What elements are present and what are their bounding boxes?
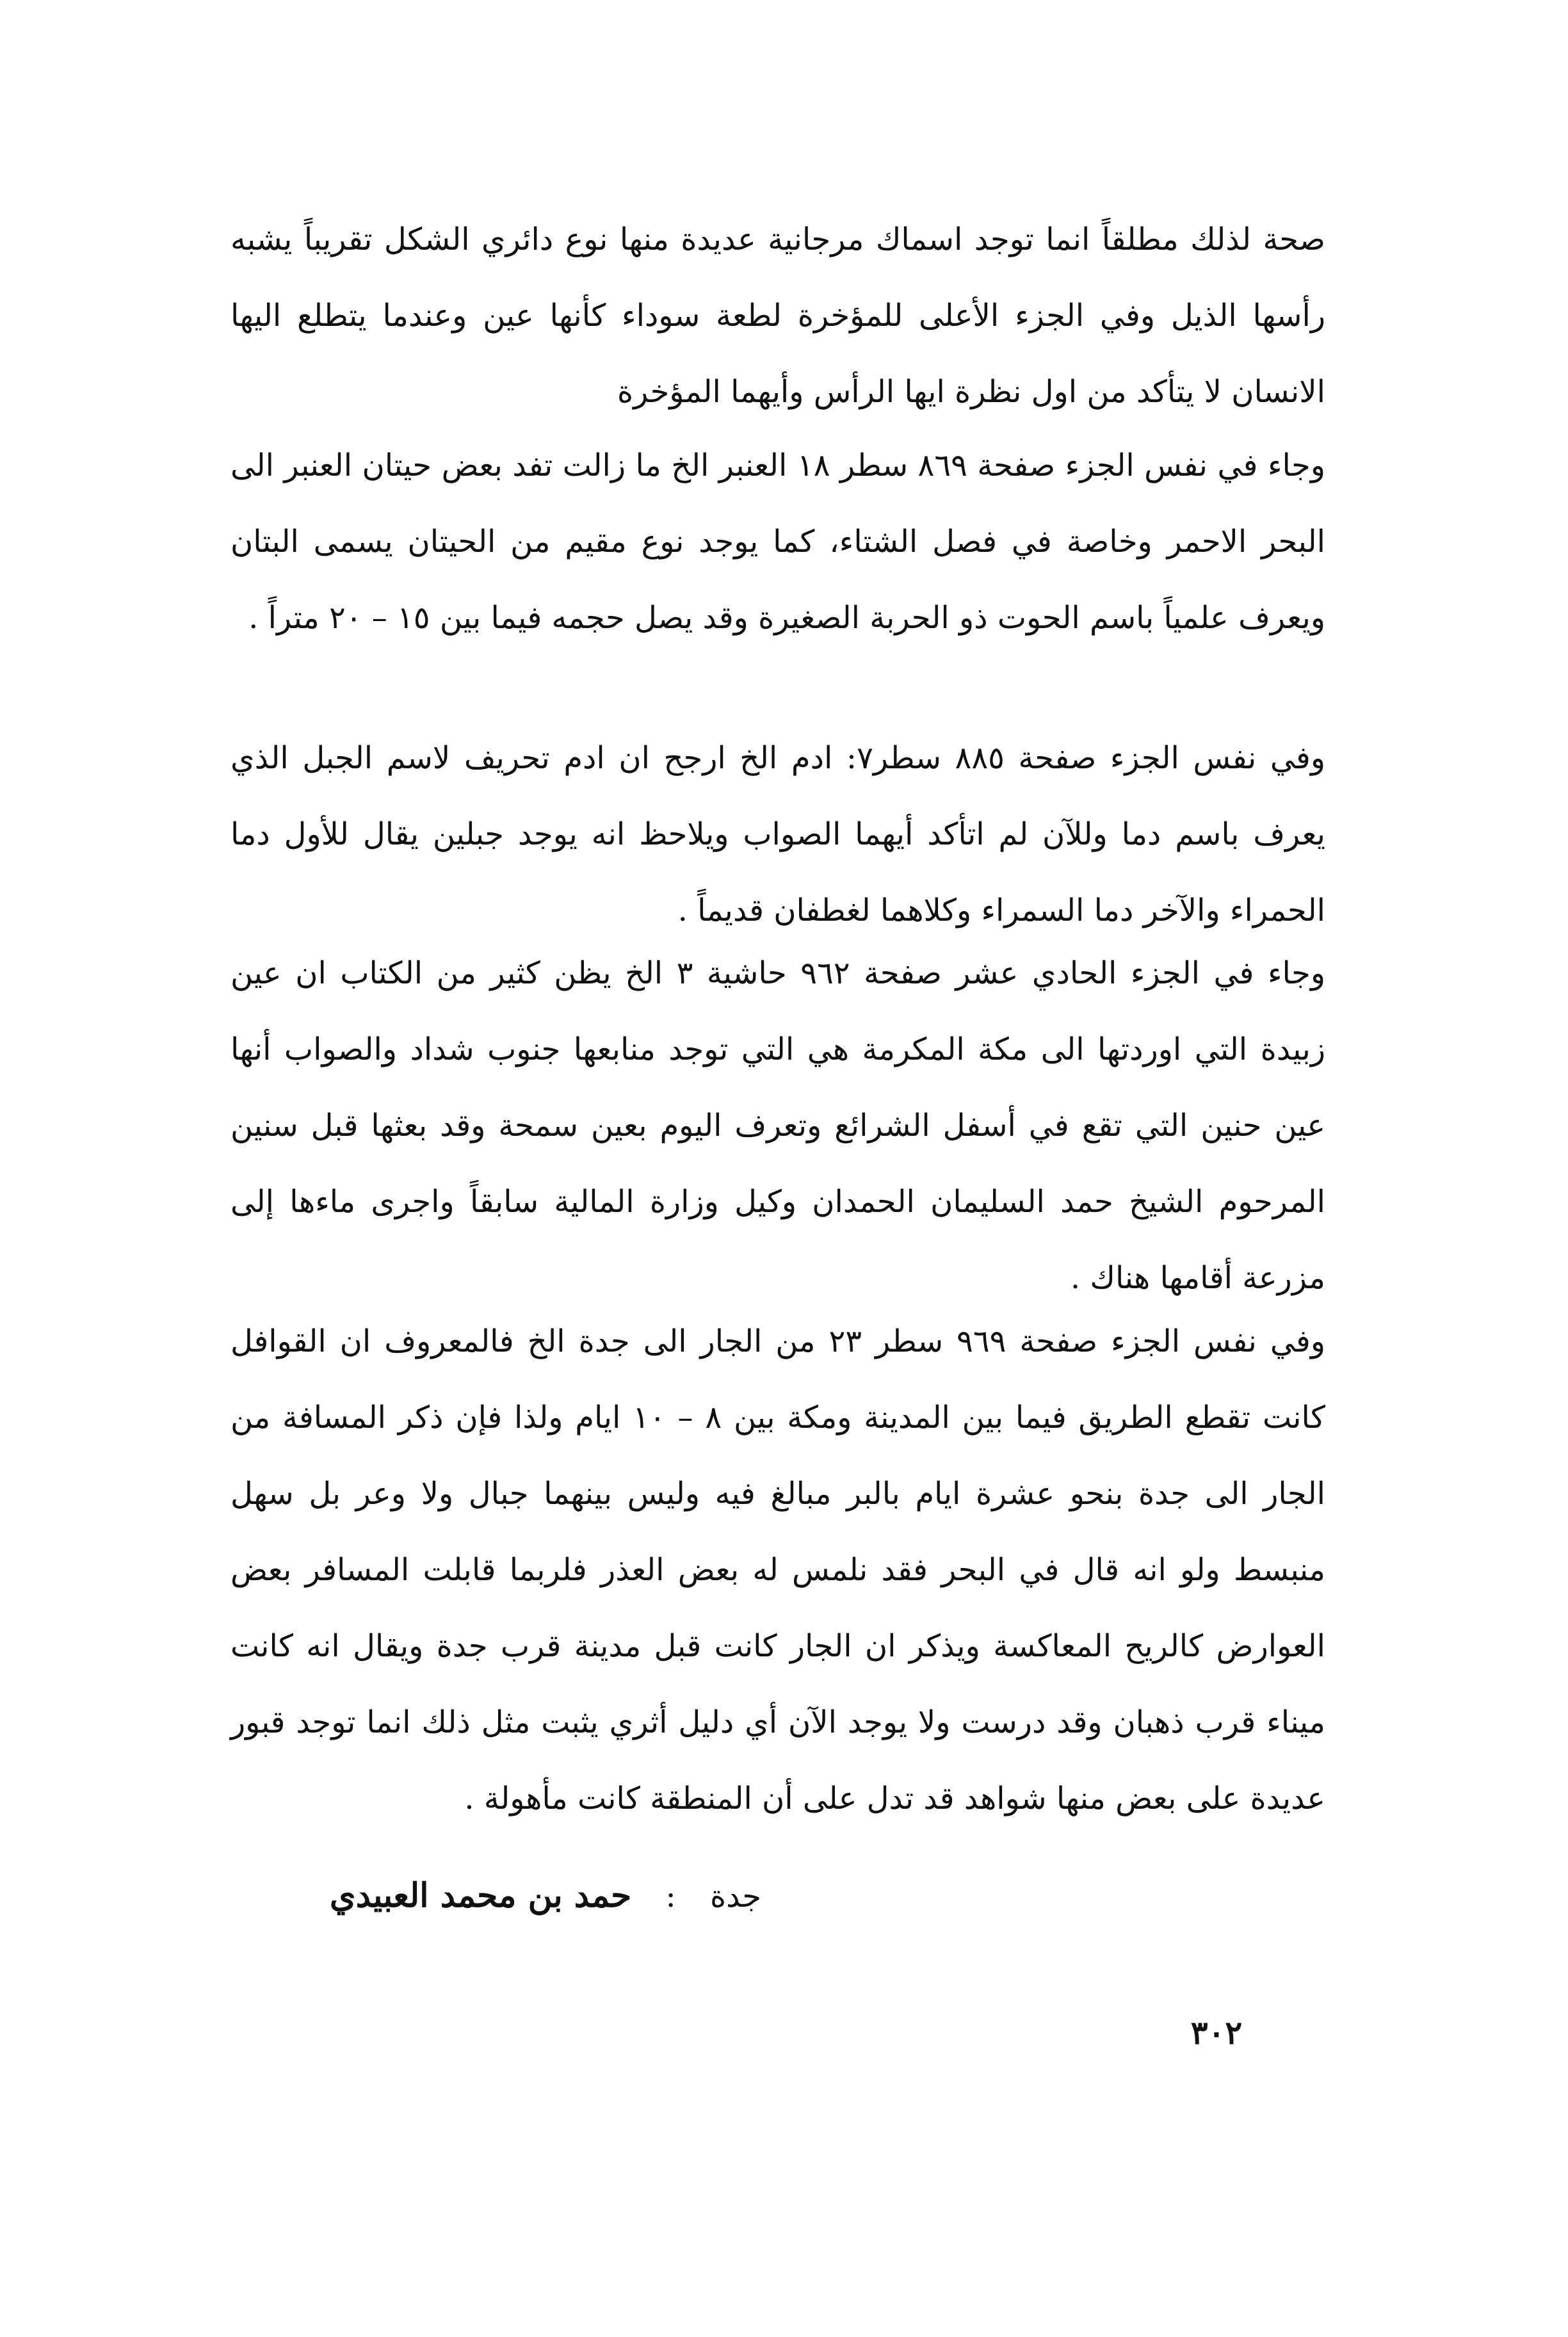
signature-author: حمد بن محمد العبيدي [329, 1876, 632, 1915]
page-number: ٣٠٢ [1190, 2014, 1243, 2051]
paragraph-text: وجاء في نفس الجزء صفحة ٨٦٩ سطر ١٨ العنبر الخ ما زالت تفد بعض حيتان العنبر الى البحر الاحمر وخاصة في فصل الشتاء، كما يوجد نوع مقيم من الحيتان يسمى البتان ويعرف علمياً باسم الحوت ذو الحربة الصغيرة وقد يصل حجمه فيما بين ١٥ – ٢٠ متراً . [230, 448, 1326, 636]
paragraph-4 [230, 935, 1325, 1316]
paragraph-3 [230, 720, 1325, 949]
paragraph-5 [230, 1304, 1325, 1837]
paragraph-text: وفي نفس الجزء صفحة ٩٦٩ سطر ٢٣ من الجار الى جدة الخ فالمعروف ان القوافل كانت تقطع الطريق فيما بين المدينة ومكة بين ٨ – ١٠ ايام ولذا فإن ذكر المسافة من الجار الى جدة بنحو عشرة ايام بالبر مبالغ فيه وليس بينهما جبال ولا وعر بل سهل منبسط ولو انه قال في البحر فقد نلمس له بعض العذر فلربما قابلت المسافر بعض العوارض كالريح المعاكسة ويذكر ان الجار كانت قبل مدينة قرب جدة ويقال انه كانت ميناء قرب ذهبان وقد درست ولا يوجد الآن أي دليل أثري يثبت مثل ذلك انما توجد قبور عديدة على بعض منها شواهد قد تدل على أن المنطقة كانت مأهولة . [230, 1323, 1326, 1816]
paragraph-1 [230, 202, 1325, 430]
signature-separator: : [665, 1879, 676, 1914]
paragraph-text: وفي نفس الجزء صفحة ٨٨٥ سطر٧: ادم الخ ارجح ان ادم تحريف لاسم الجبل الذي يعرف باسم دما وللآن لم اتأكد أيهما الصواب ويلاحظ انه يوجد جبلين يقال للأول دما الحمراء والآخر دما السمراء وكلاهما لغطفان قديماً . [230, 740, 1325, 928]
paragraph-text: صحة لذلك مطلقاً انما توجد اسماك مرجانية عديدة منها نوع دائري الشكل تقريباً يشبه رأسها الذيل وفي الجزء الأعلى للمؤخرة لطعة سوداء كأنها عين وعندما يتطلع اليها الانسان لا يتأكد من اول نظرة ايها الرأس وأيهما المؤخرة [230, 222, 1325, 410]
paragraph-text: وجاء في الجزء الحادي عشر صفحة ٩٦٢ حاشية ٣ الخ يظن كثير من الكتاب ان عين زبيدة التي اوردتها الى مكة المكرمة هي التي توجد منابعها جنوب شداد والصواب أنها عين حنين التي تقع في أسفل الشرائع وتعرف اليوم بعين سمحة وقد بعثها قبل سنين المرحوم الشيخ حمد السليمان الحمدان وكيل وزارة المالية سابقاً واجرى ماءها إلى مزرعة أقامها هناك . [230, 955, 1326, 1296]
paragraph-2 [230, 428, 1325, 656]
signature-line [330, 1876, 761, 1915]
signature-place: جدة [709, 1879, 761, 1914]
